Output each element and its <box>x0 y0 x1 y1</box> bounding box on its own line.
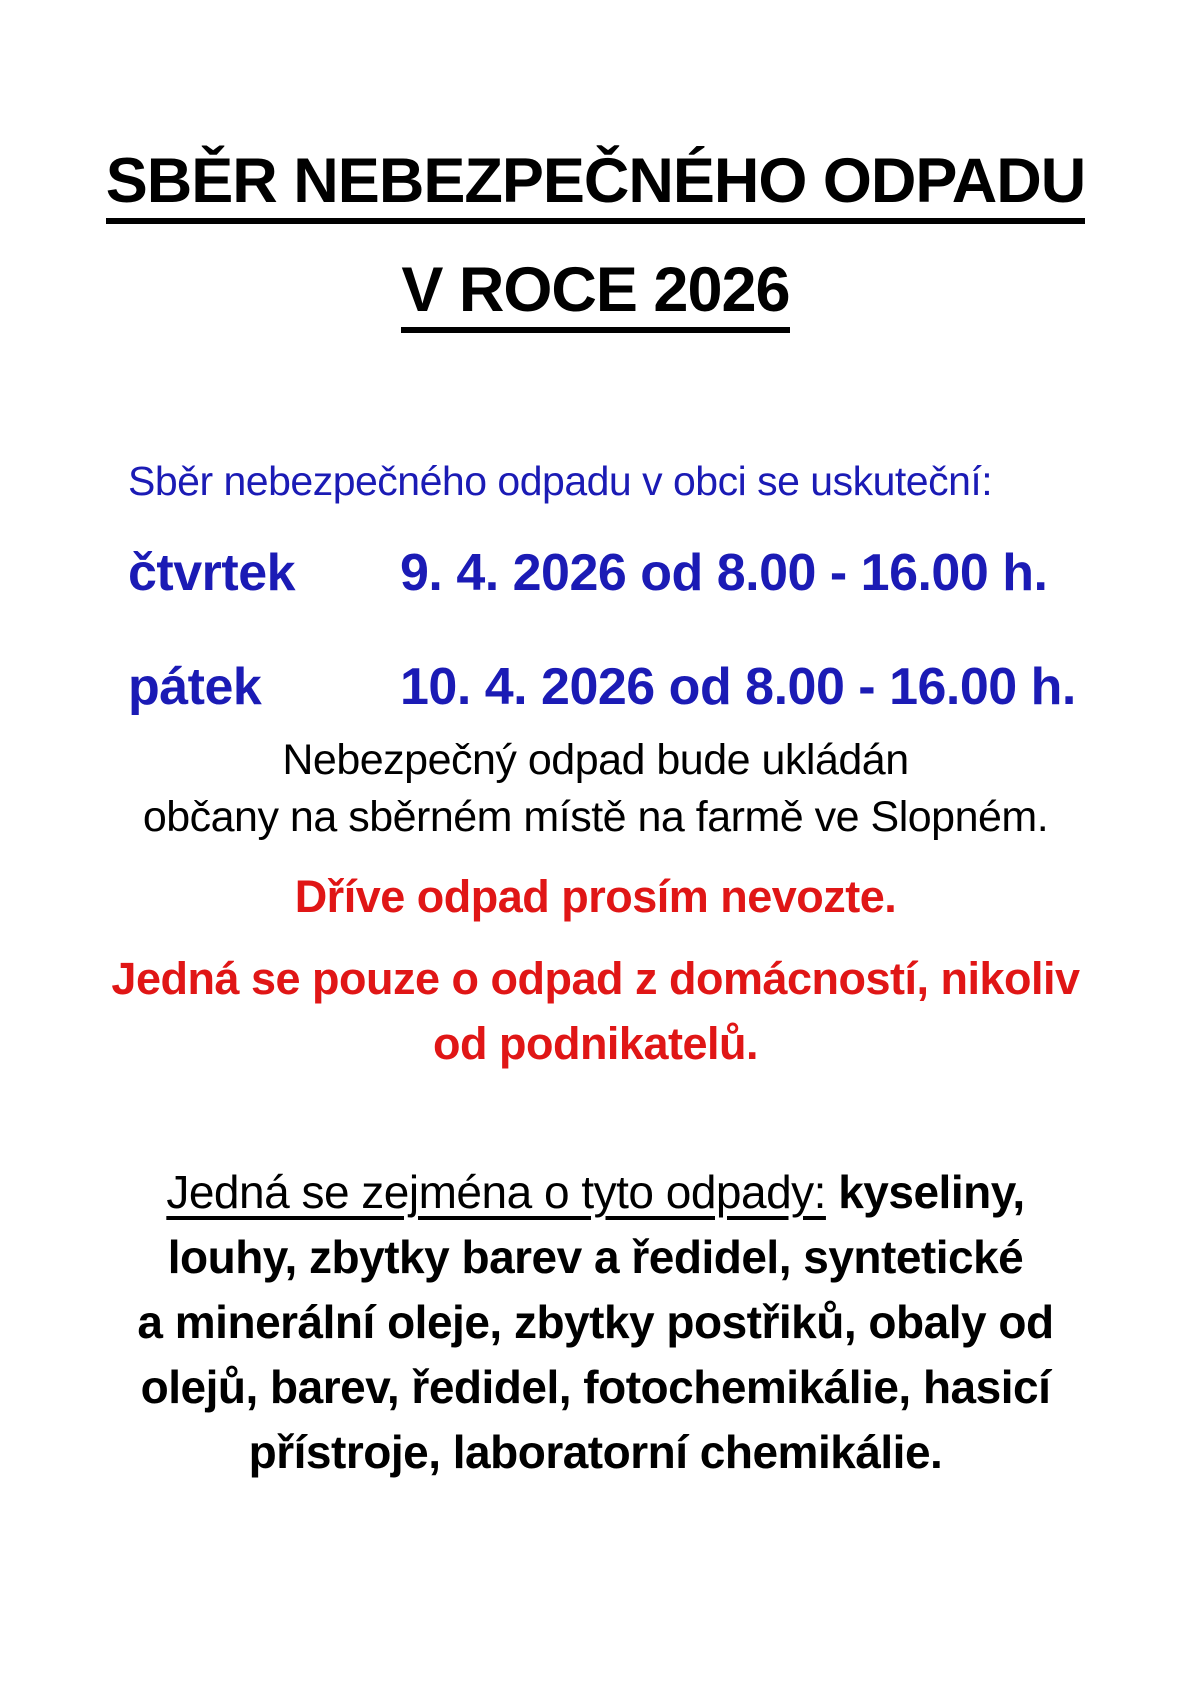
warning-notice: Dříve odpad prosím nevozte. <box>294 871 897 922</box>
waste-list-lead: Jedná se zejména o tyto odpady: <box>166 1166 826 1218</box>
schedule-day-friday-name: pátek <box>128 658 262 716</box>
schedule-day-friday-time: 10. 4. 2026 od 8.00 - 16.00 h. <box>400 658 1076 716</box>
waste-list-line-3: a minerální oleje, zbytky postřiků, obaly od <box>137 1296 1054 1348</box>
waste-list-first-item: kyseliny, <box>838 1166 1025 1218</box>
poster-title-line-2 <box>0 255 1191 333</box>
poster-title-line-2-text: V ROCE 2026 <box>401 259 789 333</box>
waste-list-line-1 <box>0 1160 1191 1225</box>
poster-title-line-1-text: SBĚR NEBEZPEČNÉHO ODPADU <box>106 150 1085 224</box>
warning-household <box>0 946 1191 1076</box>
warning-household-line-1: Jedná se pouze o odpad z domácností, nikoliv <box>111 953 1080 1004</box>
waste-list-line-4: olejů, barev, ředidel, fotochemikálie, hasicí <box>140 1361 1051 1413</box>
warning-household-line-2: od podnikatelů. <box>433 1018 758 1069</box>
schedule-day-thursday <box>128 544 1048 602</box>
poster-title-line-1 <box>0 146 1191 224</box>
schedule-intro: Sběr nebezpečného odpadu v obci se uskuteční: <box>128 458 993 504</box>
waste-list-line-2: louhy, zbytky barev a ředidel, syntetické <box>167 1231 1024 1283</box>
location-paragraph <box>0 732 1191 846</box>
schedule-day-friday <box>128 658 1076 716</box>
location-line-1: Nebezpečný odpad bude ukládán <box>282 736 909 784</box>
location-line-2: občany na sběrném místě na farmě ve Slopném. <box>142 793 1049 841</box>
schedule-day-thursday-name: čtvrtek <box>128 544 296 602</box>
waste-list-line-5: přístroje, laboratorní chemikálie. <box>248 1426 943 1478</box>
waste-list-paragraph <box>0 1160 1191 1485</box>
schedule-day-thursday-time: 9. 4. 2026 od 8.00 - 16.00 h. <box>400 544 1048 602</box>
